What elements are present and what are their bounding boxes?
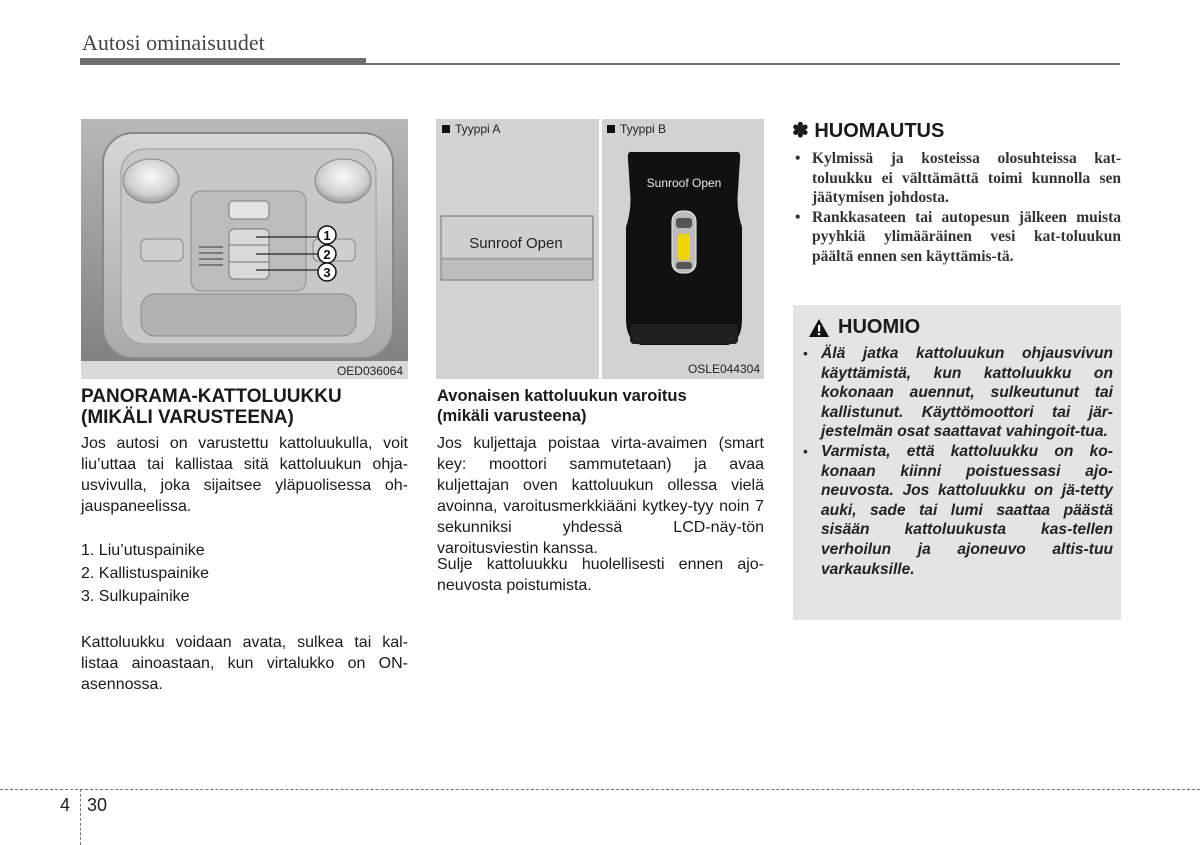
section-title	[81, 386, 408, 428]
overhead-console-illustration	[81, 119, 408, 379]
subsection-title-line1: Avonaisen kattoluukun varoitus	[437, 387, 687, 405]
type-a-lcd-text: Sunroof Open	[469, 235, 563, 252]
footer-rule	[0, 789, 1200, 790]
callout-3-label: 3	[323, 265, 331, 280]
list-item: • Kylmissä ja kosteissa olosuhteissa kat-toluukku ei välttämättä toimi kunnolla sen jäätymisen johdosta.	[793, 149, 1121, 208]
list-item: 1. Liu’utuspainike	[81, 542, 205, 559]
button-list	[81, 539, 408, 608]
caution-list	[800, 344, 1113, 579]
caution-heading	[808, 316, 920, 339]
page-number: 30	[87, 795, 108, 815]
lcd-warning-figure	[436, 119, 764, 379]
type-a-label: Tyyppi A	[455, 122, 501, 136]
callout-1-label: 1	[323, 228, 331, 243]
car-top-view-icon	[672, 211, 696, 273]
chapter-number: 4	[60, 795, 71, 815]
list-item: • Rankkasateen tai autopesun jälkeen muista pyyhkiä ylimääräinen vesi kat-toluukun päältä ennen sen käyttämis-tä.	[793, 208, 1121, 267]
footer-divider	[80, 789, 81, 845]
subsection-body-2: Sulje kattoluukku huolellisesti ennen ajo-neuvosta poistumista.	[437, 556, 764, 594]
type-b-lcd-text: Sunroof Open	[646, 176, 722, 190]
section-intro: Jos autosi on varustettu kattoluukulla, voit liu’uttaa tai kallistaa sitä kattoluukun ohja-usvivulla, joka sijaitsee yläpuolisessa oh-jauspaneelissa.	[81, 435, 408, 515]
subsection-title-line2: (mikäli varusteena)	[437, 407, 587, 425]
subsection-title	[437, 386, 764, 426]
asterisk-icon: ✽	[792, 120, 809, 142]
note-list	[793, 149, 1121, 266]
list-item: 2. Kallistuspainike	[81, 565, 210, 582]
callout-2-label: 2	[323, 247, 331, 262]
list-item: 3. Sulkupainike	[81, 588, 190, 605]
header-bar	[80, 58, 366, 65]
figure1-code: OED036064	[336, 364, 403, 378]
list-item: • Varmista, että kattoluukku on ko-konaan kiinni poistuessasi ajo-neuvosta. Jos kattoluukku on jä-tetty auki, sade tai lumi saattaa päästä sisään kattoluukusta kas-tellen verhoilun ja ajoneuvo altis-tuu varkauksille.	[800, 442, 1113, 579]
figure2-code: OSLE044304	[687, 362, 760, 376]
warning-triangle-icon	[808, 318, 830, 338]
type-b-label: Tyyppi B	[620, 122, 667, 136]
note-title: HUOMAUTUS	[814, 120, 945, 142]
section-title-line2: (MIKÄLI VARUSTEENA)	[81, 407, 294, 428]
caution-title: HUOMIO	[838, 316, 921, 338]
header-rule	[366, 63, 1120, 65]
note-heading	[792, 118, 944, 143]
lcd-warning-illustration	[436, 119, 764, 379]
page-header-title: Autosi ominaisuudet	[82, 30, 265, 55]
subsection-body: Jos kuljettaja poistaa virta-avaimen (smart key: moottori sammutetaan) ja avaa kuljettajan oven kattoluukun ollessa vielä avoinna, varoitusmerkkiääni kytkey-tyy noin 7 sekunniksi yhdessä LCD-näy-tön varoitusviestin kanssa.	[437, 435, 764, 557]
section-title-line1: PANORAMA-KATTOLUUKKU	[81, 386, 342, 407]
list-item: • Älä jatka kattoluukun ohjausvivun käyttämistä, kun kattoluukku on kokonaan auennut, sulkeutunut tai kallistunut. Käyttömoottori tai jär-jestelmän osat saattavat vahingoit-tua.	[800, 344, 1113, 442]
section-outro: Kattoluukku voidaan avata, sulkea tai kal-listaa ainoastaan, kun virtalukko on ON-asennossa.	[81, 634, 408, 693]
overhead-console-figure	[81, 119, 408, 379]
